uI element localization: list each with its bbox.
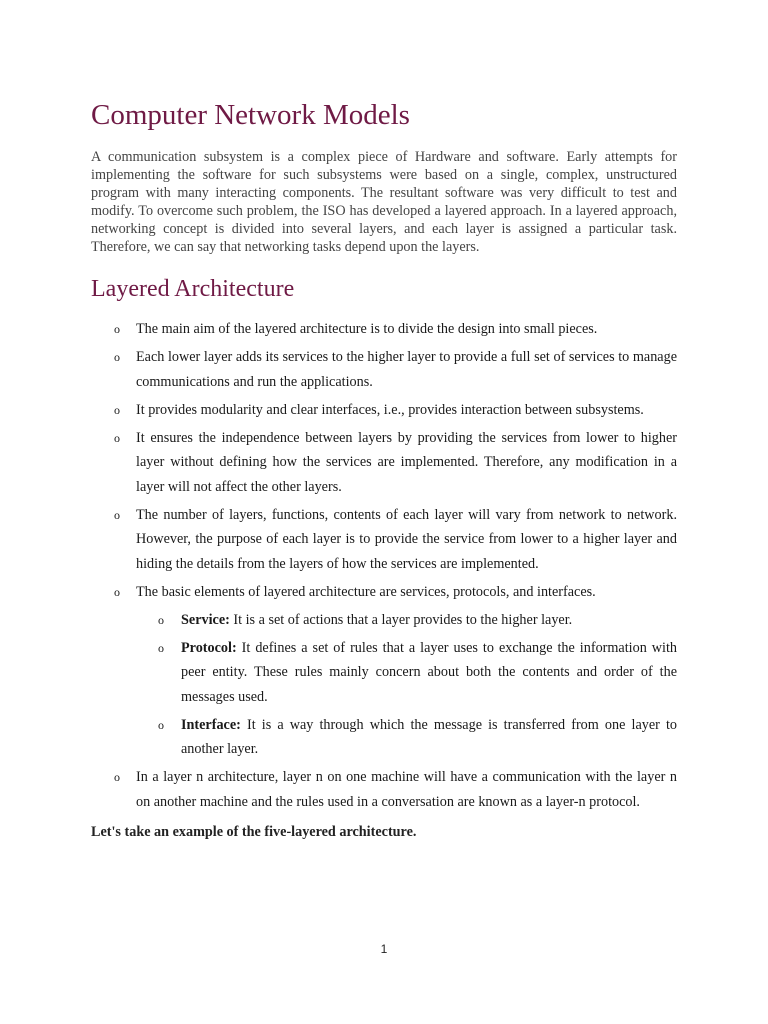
list-item-text: The basic elements of layered architecture are services, protocols, and interfaces.: [136, 583, 596, 600]
sub-list-item-protocol: [136, 636, 677, 710]
list-item-text: It ensures the independence between layers by providing the services from lower to higher layer without defining how the services are implemented. Therefore, any modification in a layer will not affect the other layers.: [136, 429, 677, 495]
list-item: [91, 398, 677, 423]
term-label: Interface:: [181, 716, 241, 733]
bullet-marker: o: [114, 430, 120, 445]
bullet-marker: o: [114, 584, 120, 599]
document-title: Computer Network Models: [91, 99, 410, 131]
bullet-marker: o: [158, 717, 164, 732]
bullet-marker: o: [114, 402, 120, 417]
list-item: [91, 317, 677, 342]
list-item-text: Each lower layer adds its services to the higher layer to provide a full set of services to manage communications and run the applications.: [136, 349, 677, 390]
sub-list-item-service: [136, 608, 677, 633]
closing-statement: Let's take an example of the five-layered architecture.: [91, 824, 417, 840]
list-item-text: The main aim of the layered architecture is to divide the design into small pieces.: [136, 321, 598, 337]
section-heading-layered-architecture: Layered Architecture: [91, 276, 295, 302]
layered-architecture-bullet-list: [91, 317, 677, 814]
bullet-marker: o: [114, 507, 120, 522]
list-item-text: The number of layers, functions, contents of each layer will vary from network to network. However, the purpose of each layer is to provide the service from lower to a higher layer and hiding the details from the layers of how the services are implemented.: [136, 506, 677, 572]
term-description: It is a way through which the message is transferred from one layer to another layer.: [181, 716, 677, 757]
term-label: Protocol:: [181, 639, 237, 656]
bullet-marker: o: [158, 640, 164, 655]
page-content: [91, 96, 677, 842]
list-item-text: It provides modularity and clear interfaces, i.e., provides interaction between subsystems.: [136, 401, 644, 418]
list-item: [91, 426, 677, 500]
term-label: Service:: [181, 611, 230, 628]
list-item-text: In a layer n architecture, layer n on one machine will have a communication with the layer n on another machine and the rules used in a conversation are known as a layer-n protocol.: [136, 769, 677, 810]
term-description: It is a set of actions that a layer provides to the higher layer.: [229, 611, 573, 628]
list-item: [91, 580, 677, 762]
bullet-marker: o: [114, 322, 120, 336]
intro-paragraph: A communication subsystem is a complex piece of Hardware and software. Early attempts for implementing the software for such subsystems were based on a single, complex, unstructured program with many interacting components. The resultant software was very difficult to test and modify. To overcome such problem, the ISO has developed a layered approach. In a layered approach, networking concept is divided into several layers, and each layer is assigned a particular task. Therefore, we can say that networking tasks depend upon the layers.: [91, 149, 677, 255]
bullet-marker: o: [114, 350, 120, 364]
list-item: [91, 345, 677, 394]
bullet-marker: o: [114, 770, 120, 784]
page-number: 1: [380, 942, 388, 956]
bullet-marker: o: [158, 612, 164, 627]
layered-elements-sub-list: [136, 608, 677, 762]
list-item: [91, 765, 677, 814]
term-description: It defines a set of rules that a layer uses to exchange the information with peer entity. These rules mainly concern about both the contents and order of the messages used.: [181, 639, 677, 705]
list-item: [91, 503, 677, 577]
sub-list-item-interface: [136, 713, 677, 762]
